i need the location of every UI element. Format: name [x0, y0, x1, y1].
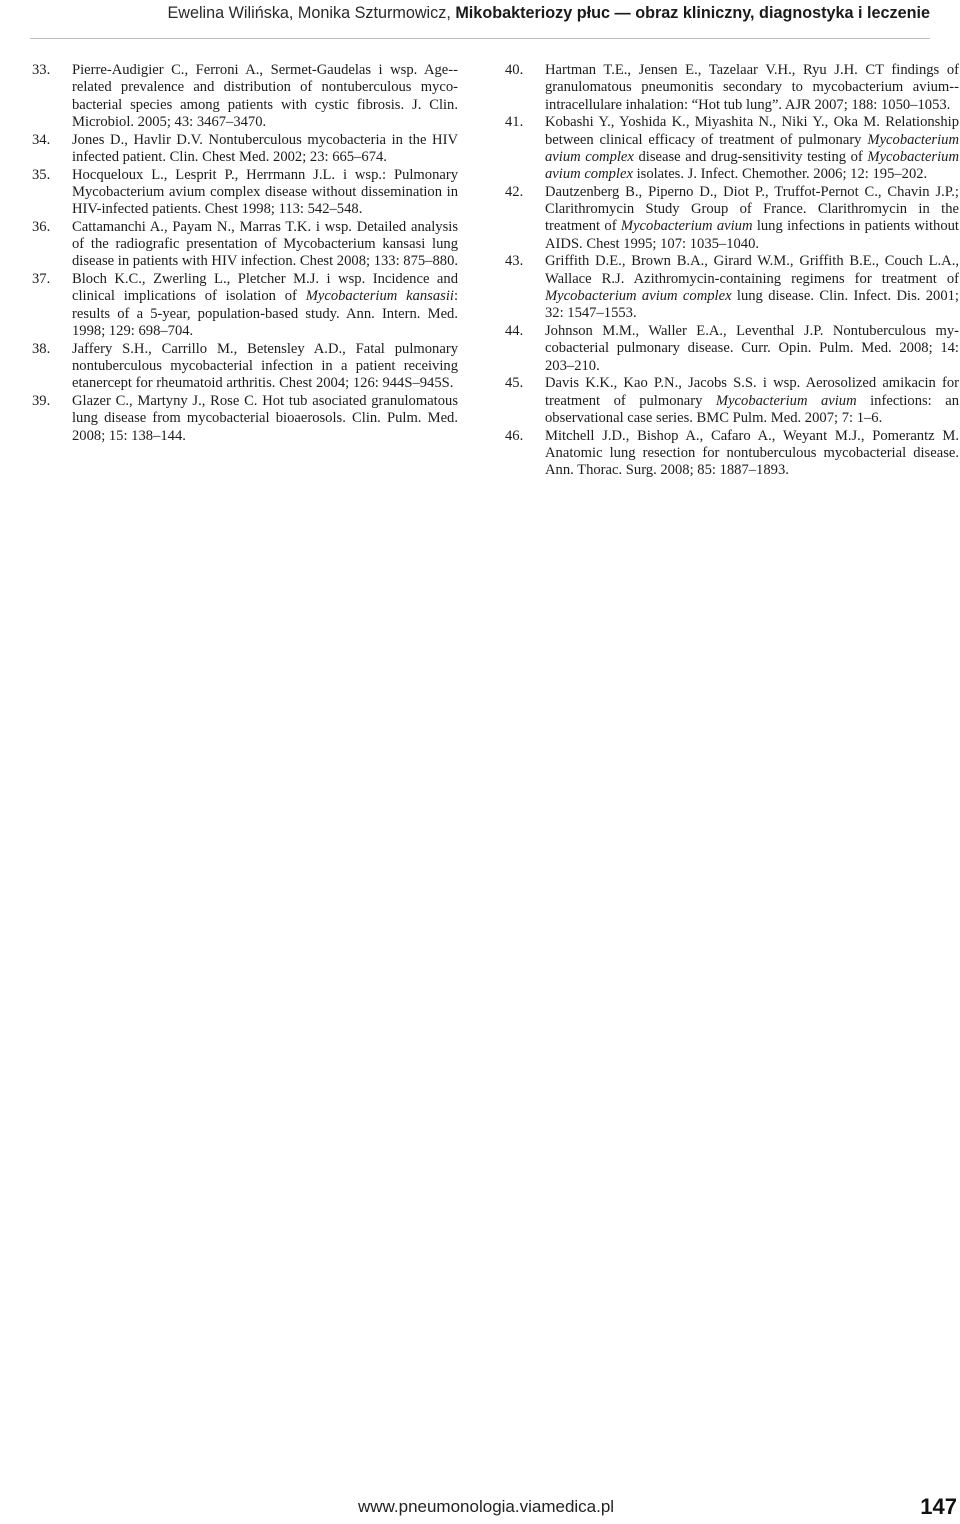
header-authors: Ewelina Wilińska, Monika Szturmowicz, — [167, 4, 456, 22]
reference-number: 39. — [32, 392, 51, 409]
reference-number: 35. — [32, 166, 51, 183]
reference-text-part: Griffith D.E., Brown B.A., Girard W.M., Griffith B.E., Couch L.A., Wallace R.J. Azithromycin-containing regimens for treatment of — [545, 253, 959, 287]
reference-text: Pierre-Audigier C., Ferroni A., Sermet-Gaudelas i wsp. Age--related prevalence and distribution of nontuberculous mycobacterial species among patients with cystic fibrosis. J. Clin. Microbiol. 2005; 43: 3467–3470. — [72, 62, 458, 130]
reference-text: Jones D., Havlir D.V. Nontuberculous mycobacteria in the HIV infected patient. Clin. Chest Med. 2002; 23: 665–674. — [72, 131, 458, 165]
reference-41 — [505, 114, 959, 183]
reference-33 — [32, 62, 458, 131]
species-name: Mycobacterium avium complex — [545, 288, 732, 305]
reference-text — [72, 271, 458, 340]
reference-number: 33. — [32, 62, 51, 78]
species-name: Mycobacterium avium — [620, 218, 753, 235]
reference-text-part: disease and drug-sensitivity testing of — [633, 148, 868, 165]
reference-text-part: infections: an observational case series. BMC Pulm. Med. 2007; 7: 1–6. — [545, 392, 959, 426]
reference-number: 40. — [505, 62, 524, 78]
reference-text-part: : results of a 5-year, population-based study. Ann. Intern. Med. 1998; 129: 698–704. — [72, 288, 458, 340]
reference-number: 42. — [505, 183, 524, 200]
reference-text: Cattamanchi A., Payam N., Marras T.K. i wsp. Detailed analysis of the radiografic presentation of Mycobacterium kansasi lung disease in patients with HIV infection. Chest 2008; 133: 875–880. — [72, 218, 459, 270]
running-header — [30, 0, 930, 39]
reference-number: 44. — [505, 323, 524, 340]
header-text — [167, 4, 930, 23]
reference-text: Glazer C., Martyny J., Rose C. Hot tub asociated granulomatous lung disease from mycobacterial bioaerosols. Clin. Pulm. Med. 2008; 15: 138–144. — [72, 392, 458, 444]
page-footer — [0, 1496, 960, 1522]
reference-text: Hocqueloux L., Lesprit P., Herrmann J.L. i wsp.: Pulmonary Mycobacterium avium complex disease without dissemination in HIV-infected patients. Chest 1998; 113: 542–548. — [72, 166, 458, 218]
reference-number: 43. — [505, 253, 524, 270]
reference-text-part: Bloch K.C., Zwerling L., Pletcher M.J. i wsp. Incidence and clinical implications of isolation of — [72, 271, 458, 305]
species-name: Mycobacterium avium complex — [545, 131, 959, 165]
references-left-column — [32, 62, 458, 445]
species-name: Mycobacterium kansasii — [305, 288, 454, 305]
reference-44 — [505, 323, 959, 375]
references-right-column — [505, 62, 959, 480]
species-name: Mycobacterium avium complex — [545, 148, 959, 183]
reference-36 — [32, 219, 458, 271]
reference-45 — [505, 375, 959, 427]
reference-34 — [32, 132, 458, 167]
reference-text-part: isolates. J. Infect. Chemother. 2006; 12: 195–202. — [632, 166, 928, 183]
reference-46 — [505, 428, 959, 480]
reference-text: Hartman T.E., Jensen E., Tazelaar V.H., Ryu J.H. CT findings of granulomatous pneumonitis secondary to mycobacterium avium--intracellulare inhalation: “Hot tub lung”. AJR 2007; 188: 1050–1053. — [545, 62, 959, 113]
reference-text: Mitchell J.D., Bishop A., Cafaro A., Weyant M.J., Pomerantz M. Anatomic lung resection for nontuberculous mycobacterial disease. Ann. Thorac. Surg. 2008; 85: 1887–1893. — [545, 427, 959, 479]
reference-text — [545, 184, 959, 253]
reference-43 — [505, 253, 959, 322]
reference-text: Johnson M.M., Waller E.A., Leventhal J.P. Nontuberculous mycobacterial pulmonary disease. Curr. Opin. Pulm. Med. 2008; 14: 203–210. — [545, 323, 959, 374]
reference-text: Jaffery S.H., Carrillo M., Betensley A.D., Fatal pulmonary nontuberculous mycobacterial infection in a patient receiving etanercept for rheumatoid arthritis. Chest 2004; 126: 944S–945S. — [72, 340, 458, 392]
reference-number: 38. — [32, 340, 51, 357]
journal-url: www.pneumonologia.viamedica.pl — [358, 1497, 615, 1516]
reference-text — [545, 114, 959, 183]
reference-39 — [32, 393, 458, 445]
reference-37 — [32, 271, 458, 340]
reference-number: 34. — [32, 131, 51, 148]
reference-number: 37. — [32, 271, 51, 288]
reference-text — [545, 253, 959, 322]
reference-text-part: Davis K.K., Kao P.N., Jacobs S.S. i wsp. Aerosolized amikacin for treatment of pulmonary — [545, 375, 959, 409]
reference-text-part: Dautzenberg B., Piperno D., Diot P., Truffot-Pernot C., Chavin J.P.; Clarithromycin Study Group of France. Clarithromycin in the treatment of — [545, 183, 959, 235]
reference-text-part: Kobashi Y., Yoshida K., Miyashita N., Niki Y., Oka M. Relationship between clinical efficacy of treatment of pulmonary — [545, 114, 959, 148]
reference-number: 45. — [505, 375, 524, 392]
page-number: 147 — [920, 1494, 957, 1519]
reference-38 — [32, 341, 458, 393]
reference-number: 46. — [505, 427, 524, 444]
reference-text-part: lung infections in patients without AIDS. Chest 1995; 107: 1035–1040. — [545, 218, 959, 252]
species-name: Mycobacterium avium — [715, 392, 857, 409]
reference-number: 41. — [505, 114, 524, 131]
reference-text — [545, 375, 959, 427]
reference-35 — [32, 167, 458, 219]
header-title: Mikobakteriozy płuc — obraz kliniczny, diagnostyka i leczenie — [455, 4, 930, 22]
reference-number: 36. — [32, 218, 51, 235]
reference-40 — [505, 62, 959, 114]
reference-text-part: lung disease. Clin. Infect. Dis. 2001; 32: 1547–1553. — [545, 288, 959, 322]
reference-42 — [505, 184, 959, 253]
